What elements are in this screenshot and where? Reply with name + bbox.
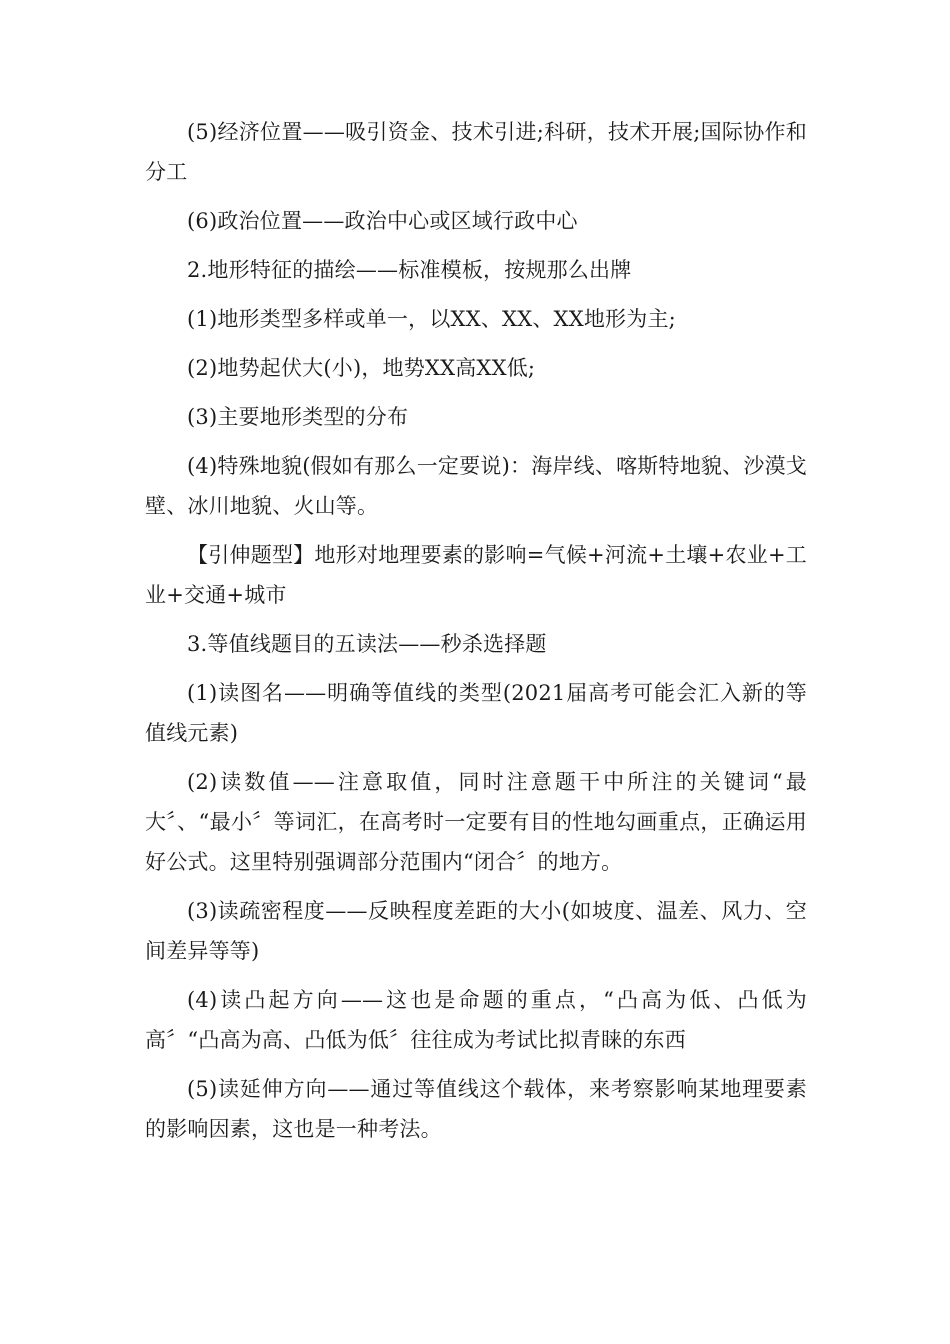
paragraph-economic-location: (5)经济位置——吸引资金、技术引进;科研，技术开展;国际协作和分工 [145, 120, 807, 184]
paragraph-read-values: (2)读数值——注意取值，同时注意题干中所注的关键词“最大〞、“最小〞等词汇，在高考时一定要有目的性地勾画重点，正确运用好公式。这里特别强调部分范围内“闭合〞的地方。 [145, 770, 807, 874]
paragraph-read-bulge: (4)读凸起方向——这也是命题的重点，“凸高为低、凸低为高〞“凸高为高、凸低为低〞往往成为考试比拟青睐的东西 [145, 988, 807, 1052]
paragraph-extended-question: 【引伸题型】地形对地理要素的影响=气候+河流+土壤+农业+工业+交通+城市 [145, 543, 807, 607]
paragraph-read-density: (3)读疏密程度——反映程度差距的大小(如坡度、温差、风力、空间差异等等) [145, 899, 807, 963]
paragraph-terrain-relief: (2)地势起伏大(小)，地势XX高XX低; [187, 356, 536, 380]
paragraph-terrain-heading: 2.地形特征的描绘——标准模板，按规那么出牌 [187, 258, 632, 282]
document-body [145, 112, 807, 1158]
paragraph-read-map-name: (1)读图名——明确等值线的类型(2021届高考可能会汇入新的等值线元素) [145, 681, 807, 745]
paragraph-contour-heading: 3.等值线题目的五读法——秒杀选择题 [187, 632, 547, 656]
paragraph-political-location: (6)政治位置——政治中心或区域行政中心 [187, 209, 578, 233]
paragraph-terrain-distribution: (3)主要地形类型的分布 [187, 405, 409, 429]
paragraph-special-landforms: (4)特殊地貌(假如有那么一定要说)：海岸线、喀斯特地貌、沙漠戈壁、冰川地貌、火山等。 [145, 454, 807, 518]
paragraph-read-extension: (5)读延伸方向——通过等值线这个载体，来考察影响某地理要素的影响因素，这也是一种考法。 [145, 1077, 807, 1141]
paragraph-terrain-types: (1)地形类型多样或单一，以XX、XX、XX地形为主; [187, 307, 676, 331]
